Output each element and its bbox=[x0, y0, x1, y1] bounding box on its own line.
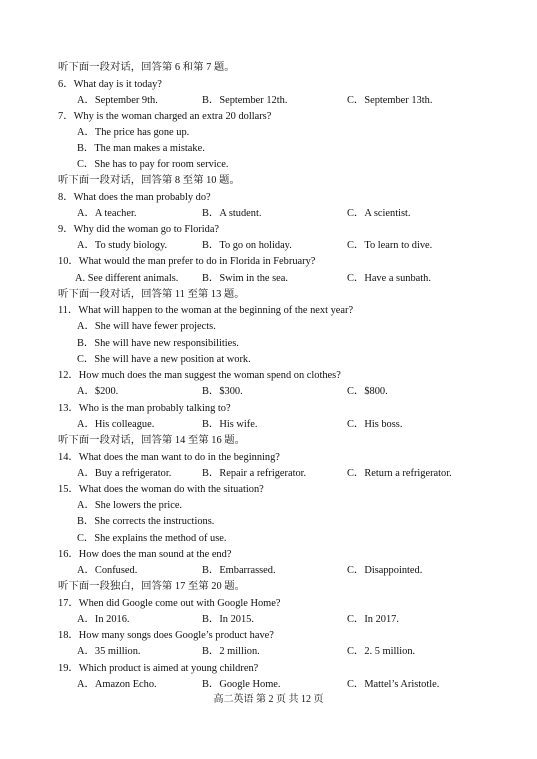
options-row bbox=[0, 271, 537, 287]
option-row bbox=[0, 157, 537, 173]
question-number: 19． bbox=[58, 663, 79, 674]
question-number: 12． bbox=[58, 370, 79, 381]
question-text: When did Google come out with Google Home? bbox=[78, 598, 281, 609]
question-text: Who is the man probably talking to? bbox=[78, 403, 231, 414]
question-number: 15． bbox=[58, 484, 79, 495]
options-row bbox=[0, 612, 537, 628]
question-text: Which product is aimed at young children? bbox=[78, 663, 259, 674]
option-a: A．$200. bbox=[77, 386, 119, 397]
question-10 bbox=[58, 254, 537, 270]
question-7 bbox=[58, 109, 537, 125]
option-b: B．The man makes a mistake. bbox=[77, 143, 205, 154]
option-a: A．The price has gone up. bbox=[77, 127, 190, 138]
question-text: How much does the man suggest the woman spend on clothes? bbox=[78, 370, 341, 381]
question-text: What would the man prefer to do in Florida in February? bbox=[78, 256, 316, 267]
question-number: 7． bbox=[58, 111, 74, 122]
option-c: C．Disappointed. bbox=[347, 565, 423, 576]
question-text: Why is the woman charged an extra 20 dollars? bbox=[73, 111, 272, 122]
option-row bbox=[0, 125, 537, 141]
option-c: C．September 13th. bbox=[347, 95, 433, 106]
option-a: A．Buy a refrigerator. bbox=[77, 468, 172, 479]
page-footer: 高二英语 第 2 页 共 12 页 bbox=[213, 694, 324, 705]
option-c: C．Have a sunbath. bbox=[347, 273, 431, 284]
option-a: A．In 2016. bbox=[77, 614, 130, 625]
section-instruction: 听下面一段对话，回答第 6 和第 7 题。 bbox=[58, 62, 235, 73]
option-a: A．September 9th. bbox=[77, 95, 158, 106]
option-b: B．She will have new responsibilities. bbox=[77, 338, 239, 349]
question-18 bbox=[58, 628, 537, 644]
question-text: What does the man want to do in the beginning? bbox=[78, 452, 280, 463]
options-row bbox=[0, 563, 537, 579]
option-c: C．His boss. bbox=[347, 419, 403, 430]
question-number: 8． bbox=[58, 192, 74, 203]
option-c: C．She has to pay for room service. bbox=[77, 159, 229, 170]
question-12 bbox=[58, 368, 537, 384]
option-a: A．She will have fewer projects. bbox=[77, 321, 216, 332]
option-b: B．2 million. bbox=[202, 646, 260, 657]
question-number: 10． bbox=[58, 256, 79, 267]
question-number: 13． bbox=[58, 403, 79, 414]
option-row bbox=[0, 531, 537, 547]
question-14 bbox=[58, 450, 537, 466]
option-c: C．A scientist. bbox=[347, 208, 411, 219]
option-c: C．Return a refrigerator. bbox=[347, 468, 452, 479]
option-a: A．To study biology. bbox=[77, 240, 168, 251]
options-row bbox=[0, 466, 537, 482]
options-row bbox=[0, 93, 537, 109]
section-instruction: 听下面一段对话，回答第 8 至第 10 题。 bbox=[58, 175, 240, 186]
options-row bbox=[0, 644, 537, 660]
option-a: A．35 million. bbox=[77, 646, 141, 657]
option-a: A．His colleague. bbox=[77, 419, 155, 430]
option-row bbox=[0, 352, 537, 368]
option-b: B．His wife. bbox=[202, 419, 258, 430]
option-row bbox=[0, 336, 537, 352]
option-b: B．To go on holiday. bbox=[202, 240, 292, 251]
option-c: C．To learn to dive. bbox=[347, 240, 433, 251]
question-number: 9． bbox=[58, 224, 74, 235]
option-c: C．She will have a new position at work. bbox=[77, 354, 251, 365]
options-row bbox=[0, 238, 537, 254]
option-row bbox=[0, 319, 537, 335]
option-a: A. See different animals. bbox=[75, 273, 179, 284]
option-b: B．Embarrassed. bbox=[202, 565, 276, 576]
question-number: 11． bbox=[58, 305, 79, 316]
option-b: B．Repair a refrigerator. bbox=[202, 468, 307, 479]
question-text: Why did the woman go to Florida? bbox=[73, 224, 220, 235]
options-row bbox=[0, 384, 537, 400]
options-row bbox=[0, 417, 537, 433]
option-a: A．Amazon Echo. bbox=[77, 679, 157, 690]
question-11 bbox=[58, 303, 537, 319]
question-text: How many songs does Google’s product have? bbox=[78, 630, 274, 641]
question-9 bbox=[58, 222, 537, 238]
question-number: 6． bbox=[58, 79, 74, 90]
question-text: What does the woman do with the situation? bbox=[78, 484, 264, 495]
question-number: 18． bbox=[58, 630, 79, 641]
question-number: 14． bbox=[58, 452, 79, 463]
option-row bbox=[0, 498, 537, 514]
question-8 bbox=[58, 190, 537, 206]
section-instruction: 听下面一段独白，回答第 17 至第 20 题。 bbox=[58, 581, 246, 592]
option-c: C．2. 5 million. bbox=[347, 646, 416, 657]
question-number: 16． bbox=[58, 549, 79, 560]
option-c: C．$800. bbox=[347, 386, 388, 397]
option-row bbox=[0, 141, 537, 157]
option-row bbox=[0, 514, 537, 530]
question-17 bbox=[58, 596, 537, 612]
question-text: What does the man probably do? bbox=[73, 192, 211, 203]
option-b: B．A student. bbox=[202, 208, 262, 219]
option-c: C．She explains the method of use. bbox=[77, 533, 227, 544]
option-a: A．Confused. bbox=[77, 565, 138, 576]
question-text: What day is it today? bbox=[73, 79, 162, 90]
question-6 bbox=[58, 77, 537, 93]
question-13 bbox=[58, 401, 537, 417]
options-row bbox=[0, 206, 537, 222]
section-instruction: 听下面一段对话，回答第 11 至第 13 题。 bbox=[58, 289, 245, 300]
option-b: B．Google Home. bbox=[202, 679, 281, 690]
option-c: C．In 2017. bbox=[347, 614, 399, 625]
question-15 bbox=[58, 482, 537, 498]
option-b: B．Swim in the sea. bbox=[202, 273, 289, 284]
question-19 bbox=[58, 661, 537, 677]
section-instruction: 听下面一段对话，回答第 14 至第 16 题。 bbox=[58, 435, 246, 446]
question-text: How does the man sound at the end? bbox=[78, 549, 232, 560]
option-b: B．$300. bbox=[202, 386, 243, 397]
option-a: A．She lowers the price. bbox=[77, 500, 183, 511]
option-b: B．September 12th. bbox=[202, 95, 288, 106]
option-b: B．She corrects the instructions. bbox=[77, 516, 215, 527]
option-c: C．Mattel’s Aristotle. bbox=[347, 679, 440, 690]
question-number: 17． bbox=[58, 598, 79, 609]
question-text: What will happen to the woman at the beginning of the next year? bbox=[78, 305, 354, 316]
question-16 bbox=[58, 547, 537, 563]
option-a: A．A teacher. bbox=[77, 208, 137, 219]
options-row bbox=[0, 677, 537, 693]
option-b: B．In 2015. bbox=[202, 614, 254, 625]
